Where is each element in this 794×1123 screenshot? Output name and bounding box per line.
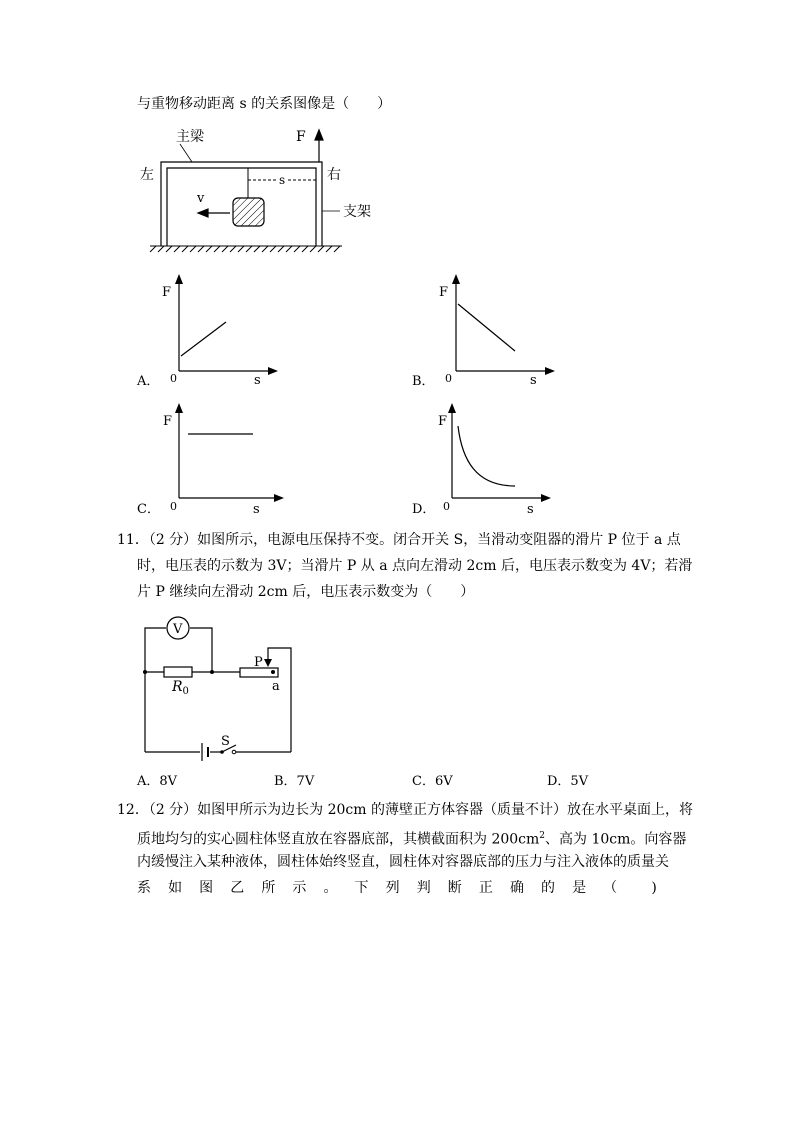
q12-line-2 (137, 826, 686, 850)
graph-a-y-label: F (162, 285, 172, 300)
graph-d-origin: 0 (443, 500, 450, 513)
q12-line-2-sup: 2 (539, 831, 546, 841)
resistor-subscript: 0 (182, 686, 189, 697)
graph-b-x-label: s (530, 373, 537, 388)
switch-label: S (221, 734, 230, 749)
point-a-label: a (272, 679, 280, 694)
q12-char: 乙 (230, 880, 245, 896)
q12-line-1: 12．（2 分）如图甲所示为边长为 20cm 的薄壁正方体容器（质量不计）放在水平桌面上，将 (117, 802, 694, 818)
q12-char: （ (603, 880, 618, 896)
resistor-label: $R_0$ (172, 679, 189, 697)
beam-label: 主梁 (176, 129, 204, 145)
q12-line-2-a: 质地均匀的实心圆柱体竖直放在容器底部，其横截面积为 200cm (137, 831, 540, 848)
support-label: 支架 (343, 204, 371, 220)
graph-a-origin: 0 (170, 372, 177, 385)
graph-b-origin: 0 (445, 372, 452, 385)
q11-line-2: 时，电压表的示数为 3V；当滑片 P 从 a 点向左滑动 2cm 后，电压表示数变为 4V；若滑 (137, 558, 693, 574)
option-b-letter: B． (412, 374, 435, 389)
q12-char: 。 (323, 880, 338, 896)
graph-c-origin: 0 (170, 500, 177, 513)
q12-line-4 (137, 878, 657, 898)
q12-char: ) (651, 880, 657, 896)
graph-c-y-label: F (163, 414, 173, 429)
velocity-label: v (197, 191, 205, 206)
q12-line-3: 内缓慢注入某种液体，圆柱体始终竖直，圆柱体对容器底部的压力与注入液体的质量关 (137, 854, 669, 870)
left-label: 左 (140, 167, 154, 183)
option-d-letter: D． (412, 502, 436, 517)
q12-char: 系 (137, 880, 151, 896)
q10-tail-text: 与重物移动距离 s 的关系图像是（ ） (137, 96, 392, 112)
graph-c-x-label: s (253, 502, 260, 517)
q12-char: 图 (199, 880, 214, 896)
q12-line-2-b: 、高为 10cm。向容器 (545, 831, 687, 848)
graph-d-x-label: s (527, 502, 534, 517)
q12-char: 是 (572, 880, 587, 896)
q11-choice-d: D．5V (547, 774, 589, 789)
q12-char: 确 (509, 880, 524, 896)
q12-char: 列 (385, 880, 400, 896)
q11-choice-b: B．7V (274, 774, 315, 789)
q12-char: 判 (416, 880, 431, 896)
option-c-letter: C． (137, 502, 160, 517)
resistor-r0 (164, 667, 192, 677)
q12-char: 所 (261, 880, 276, 896)
q12-char: 的 (541, 880, 556, 896)
q11-choice-c: C．6V (412, 774, 453, 789)
q12-char: 正 (478, 880, 493, 896)
q11-choice-a: A．8V (137, 774, 178, 789)
q11-line-1: 11．（2 分）如图所示，电源电压保持不变。闭合开关 S，当滑动变阻器的滑片 P 位于 a 点 (117, 532, 681, 548)
distance-label: s (279, 173, 286, 187)
graph-d-y-label: F (438, 414, 448, 429)
q11-line-3: 片 P 继续向左滑动 2cm 后，电压表示数变为（ ） (137, 584, 475, 600)
option-a-letter: A． (137, 374, 160, 389)
q12-char: 断 (447, 880, 462, 896)
force-label: F (296, 129, 306, 145)
q12-char: 下 (354, 880, 369, 896)
q12-char: 如 (168, 880, 183, 896)
graph-a-x-label: s (254, 373, 261, 388)
voltmeter-label: V (173, 622, 183, 637)
right-label: 右 (327, 167, 341, 183)
slider-label: P (254, 655, 263, 670)
q12-char: 示 (292, 880, 307, 896)
graph-b-y-label: F (439, 285, 449, 300)
